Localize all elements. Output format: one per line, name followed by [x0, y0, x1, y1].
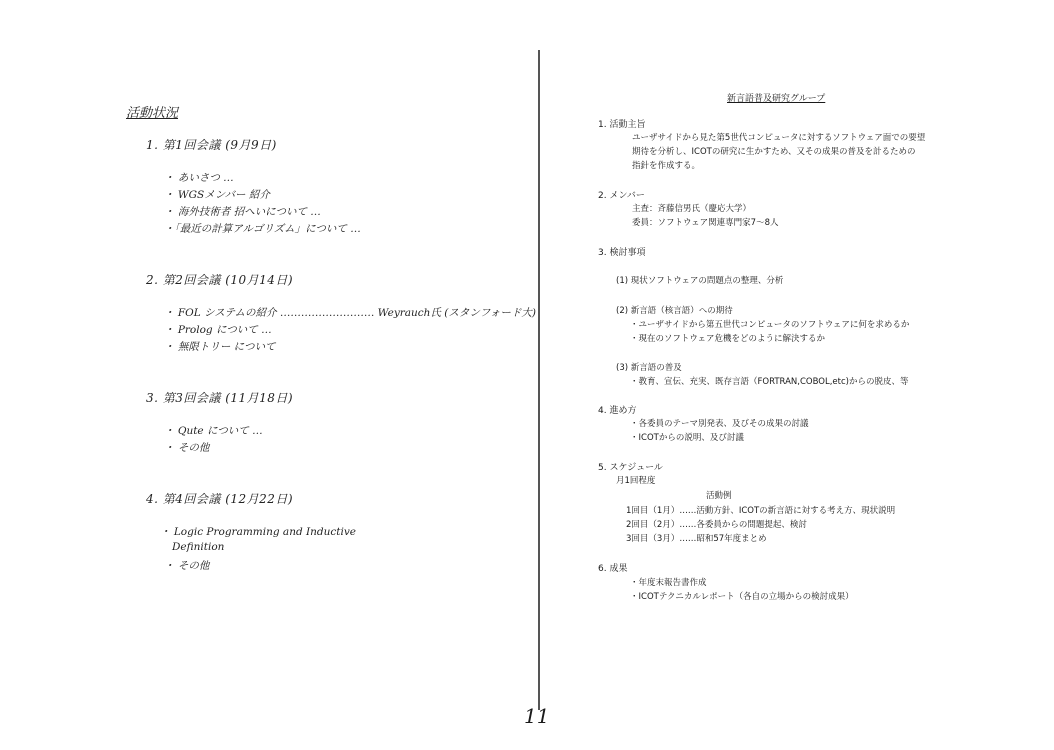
section-1-line: 指針を作成する。	[632, 161, 701, 171]
meeting-4-heading: 4. 第4回会議 (12月22日)	[146, 492, 294, 506]
meeting-1-item: ・ あいさつ …	[164, 172, 234, 184]
meeting-4-item: ・ その他	[164, 560, 210, 572]
subsection-1-heading: (1) 現状ソフトウェアの問題点の整理、分析	[616, 276, 784, 286]
section-4-heading: 4. 進め方	[598, 406, 637, 416]
section-3-heading: 3. 検討事項	[598, 248, 646, 258]
meeting-3-heading: 3. 第3回会議 (11月18日)	[146, 391, 294, 405]
meeting-4-item: Definition	[172, 541, 225, 553]
section-6-heading: 6. 成果	[598, 564, 628, 574]
section-1-heading: 1. 活動主旨	[598, 120, 646, 130]
section-1-line: 期待を分析し、ICOTの研究に生かすため、又その成果の普及を計るための	[632, 147, 916, 157]
subsection-2-heading: (2) 新言語（核言語）への期待	[616, 306, 733, 316]
meeting-1-item: ・ WGSメンバー 紹介	[164, 189, 270, 201]
meeting-2-item: ・ Prolog について …	[164, 324, 272, 336]
meeting-1-heading: 1. 第1回会議 (9月9日)	[146, 138, 277, 152]
page-number: 11	[524, 704, 550, 728]
section-5-heading: 5. スケジュール	[598, 463, 663, 473]
section-2-heading: 2. メンバー	[598, 191, 645, 201]
section-2-line: 委員：ソフトウェア関連専門家7～8人	[632, 218, 779, 228]
subsection-3-line: ・教育、宣伝、充実、既存言語（FORTRAN,COBOL,etc)からの脱皮、等	[630, 377, 909, 387]
subsection-3-heading: (3) 新言語の普及	[616, 363, 682, 373]
meeting-2-item: ・ 無限トリー について	[164, 341, 276, 353]
subsection-2-line: ・現在のソフトウェア危機をどのように解決するか	[630, 334, 825, 344]
section-6-line: ・ICOTテクニカルレポート（各自の立場からの検討成果）	[630, 592, 854, 602]
activity-example-line: 1回目（1月）……活動方針、ICOTの新言語に対する考え方、現状説明	[626, 506, 896, 516]
subsection-2-line: ・ユーザサイドから第五世代コンピュータのソフトウェアに何を求めるか	[630, 320, 910, 330]
section-4-line: ・ICOTからの説明、及び討議	[630, 433, 744, 443]
meeting-1-item: ・ 海外技術者 招へいについて …	[164, 206, 321, 218]
left-page-title: 活動状況	[126, 106, 179, 121]
activity-example-line: 2回目（2月）……各委員からの問題提起、検討	[626, 520, 807, 530]
section-4-line: ・各委員のテーマ別発表、及びその成果の討議	[630, 419, 809, 429]
meeting-3-item: ・ その他	[164, 442, 210, 454]
section-5-line: 月1回程度	[616, 476, 656, 486]
meeting-2-heading: 2. 第2回会議 (10月14日)	[146, 273, 294, 287]
meeting-1-item: ・「最近の計算アルゴリズム」について …	[164, 223, 361, 235]
right-page-title: 新言語普及研究グループ	[727, 94, 826, 104]
meeting-2-item: ・ FOL システムの紹介 ……………………… Weyrauch氏 (スタンフォード大)	[164, 307, 536, 319]
meeting-3-item: ・ Qute について …	[164, 425, 263, 437]
section-2-line: 主査：斉藤信男氏（慶応大学）	[632, 204, 752, 214]
section-1-line: ユーザサイドから見た第5世代コンピュータに対するソフトウェア面での要望	[632, 133, 926, 143]
section-6-line: ・年度末報告書作成	[630, 578, 707, 588]
activity-example-heading: 活動例	[706, 491, 732, 501]
meeting-4-item: ・ Logic Programming and Inductive	[160, 526, 357, 538]
activity-example-line: 3回目（3月）……昭和57年度まとめ	[626, 534, 767, 544]
page-divider	[538, 50, 540, 710]
